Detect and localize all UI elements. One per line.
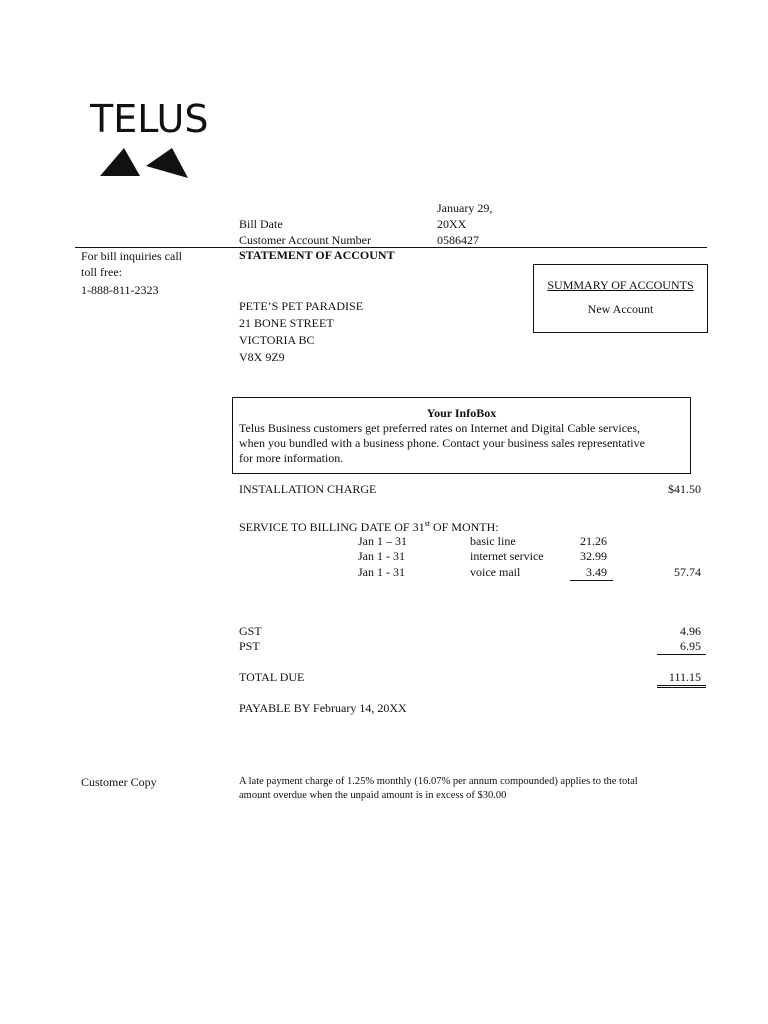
customer-copy-label: Customer Copy	[81, 775, 157, 789]
service-label-end: OF MONTH:	[429, 520, 499, 534]
pst-label: PST	[239, 639, 260, 653]
inquiries-phone: 1-888-811-2323	[81, 283, 159, 297]
late-notice-line2: amount overdue when the unpaid amount is in excess of $30.00	[239, 790, 507, 801]
total-due-amount	[657, 670, 706, 688]
account-number-label: Customer Account Number	[239, 233, 371, 247]
service-item-amount: 32.99	[580, 549, 607, 563]
gst-amount: 4.96	[680, 624, 701, 638]
bill-date-label: Bill Date	[239, 217, 283, 231]
service-label-sup: st	[424, 519, 430, 528]
telus-logo-text: TELUS	[90, 97, 209, 141]
late-payment-notice	[239, 775, 699, 803]
inquiries-line1: For bill inquiries call	[81, 249, 182, 263]
summary-value: New Account	[587, 302, 654, 316]
installation-charge-label: INSTALLATION CHARGE	[239, 482, 377, 496]
late-notice-line1: A late payment charge of 1.25% monthly (16.07% per annum compounded) applies to the total	[239, 776, 638, 787]
address-city: VICTORIA BC	[239, 333, 315, 347]
infobox	[232, 397, 691, 474]
address-street: 21 BONE STREET	[239, 316, 334, 330]
service-item-amount	[570, 565, 613, 581]
infobox-line1: Telus Business customers get preferred rates on Internet and Digital Cable services,	[239, 421, 641, 435]
payable-by: PAYABLE BY February 14, 20XX	[239, 701, 407, 715]
service-item-amount-text: 3.49	[586, 565, 607, 579]
summary-title: SUMMARY OF ACCOUNTS	[547, 278, 694, 292]
total-due-label: TOTAL DUE	[239, 670, 305, 684]
service-item-period: Jan 1 - 31	[358, 549, 405, 563]
inquiries-line2: toll free:	[81, 265, 122, 279]
gst-label: GST	[239, 624, 262, 638]
bill-date-value-line2: 20XX	[437, 217, 467, 231]
service-item-description: internet service	[470, 549, 544, 563]
account-number-value: 0586427	[437, 233, 479, 247]
service-item-period: Jan 1 – 31	[358, 534, 407, 548]
service-total: 57.74	[674, 565, 701, 579]
bill-date-value-line1: January 29,	[437, 201, 493, 215]
service-item-period: Jan 1 - 31	[358, 565, 405, 579]
summary-of-accounts-box	[533, 264, 708, 333]
service-item-description: voice mail	[470, 565, 521, 579]
service-label	[239, 519, 499, 535]
address-postal: V8X 9Z9	[239, 350, 285, 364]
pst-amount	[657, 639, 706, 655]
service-label-main: SERVICE TO BILLING DATE OF 31	[239, 520, 425, 534]
infobox-title: Your InfoBox	[426, 406, 497, 420]
statement-title: STATEMENT OF ACCOUNT	[239, 248, 395, 262]
installation-charge-amount: $41.50	[668, 482, 701, 496]
service-item-amount: 21.26	[580, 534, 607, 548]
total-due-amount-text: 111.15	[668, 670, 701, 684]
pst-amount-text: 6.95	[680, 639, 701, 653]
infobox-line2: when you bundled with a business phone. Contact your business sales representative	[239, 436, 645, 450]
address-name: PETE’S PET PARADISE	[239, 299, 364, 313]
infobox-line3: for more information.	[239, 451, 344, 465]
telus-double-triangle-icon	[98, 144, 190, 180]
service-item-description: basic line	[470, 534, 516, 548]
